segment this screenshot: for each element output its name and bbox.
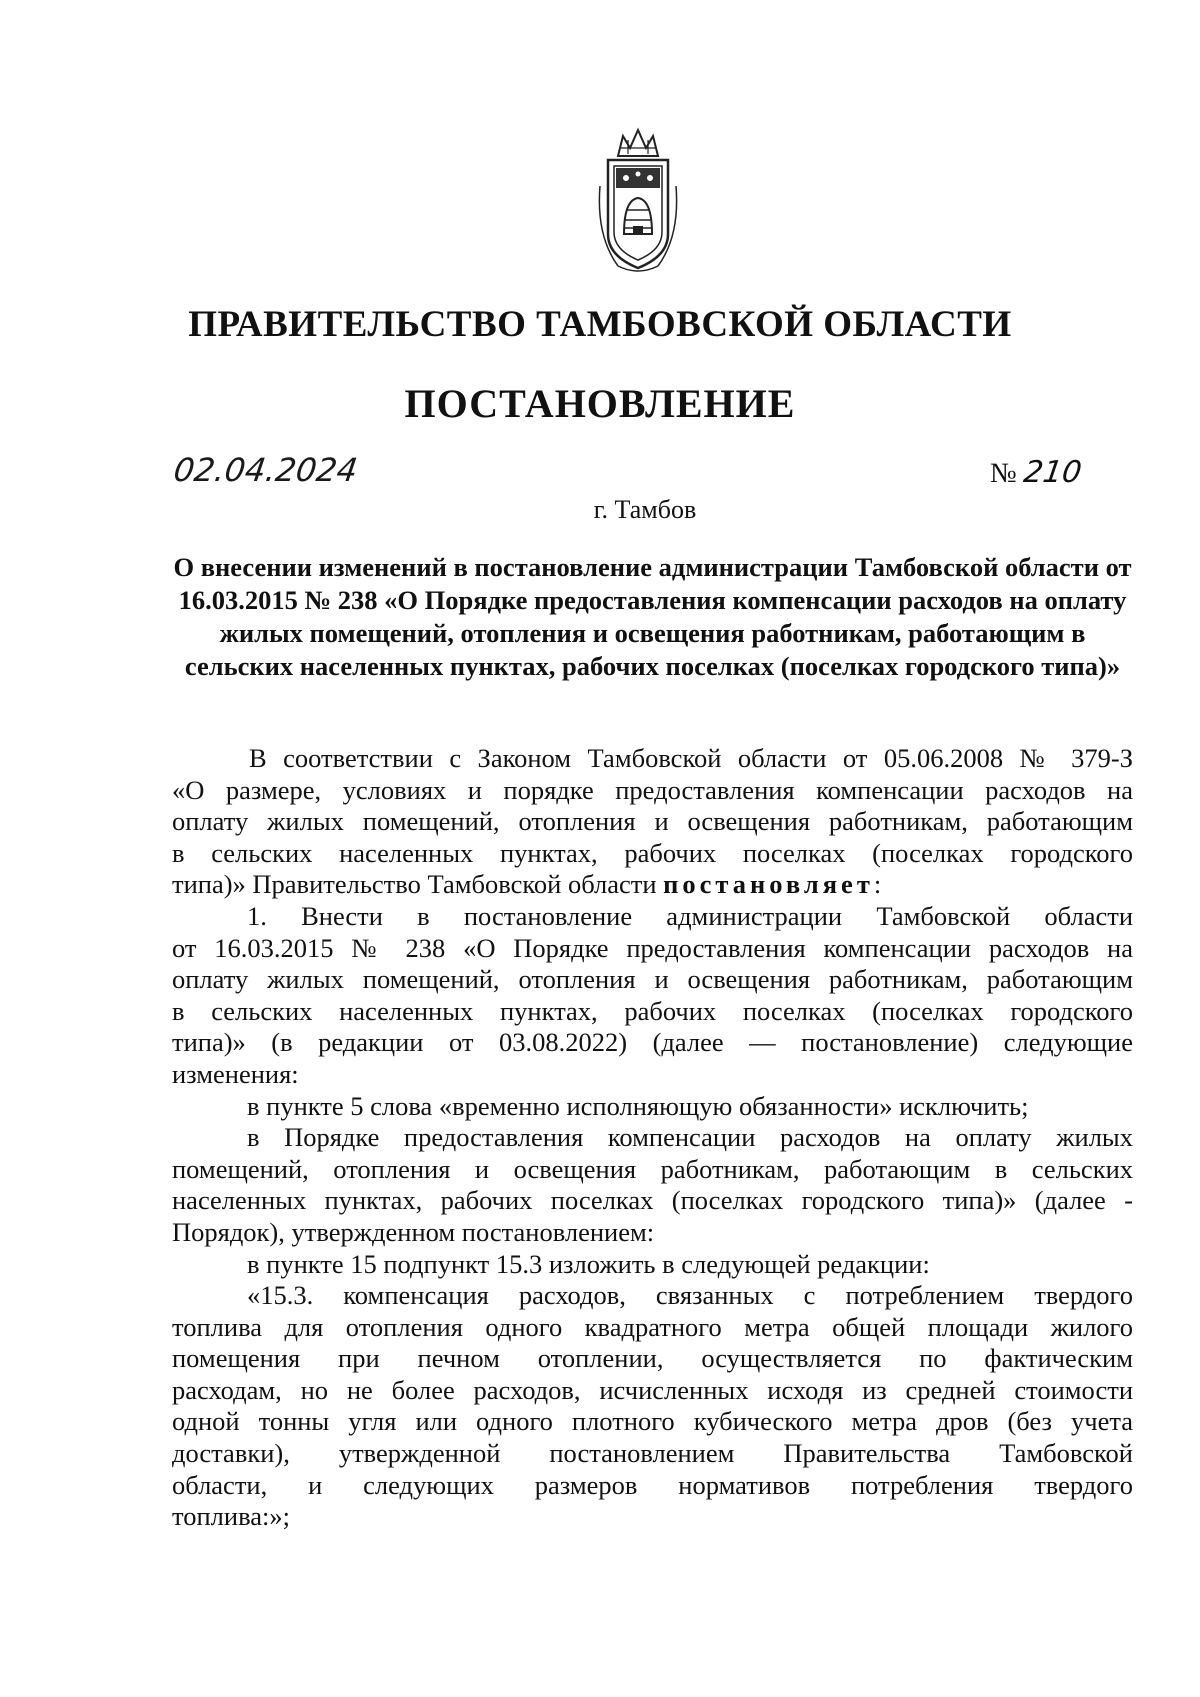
paragraph-line: 1. Внести в постановление администрации Тамбовской области — [247, 900, 1133, 931]
paragraph-line: топлива для отопления одного квадратного метра общей площади жилого — [172, 1311, 1133, 1342]
document-date: 02.04.2024 — [171, 451, 360, 489]
paragraph-line: оплату жилых помещений, отопления и освещения работникам, работающим — [172, 806, 1133, 837]
paragraph-line: в сельских населенных пунктах, рабочих поселках (поселках городского — [172, 837, 1133, 868]
paragraph-line: помещения при печном отоплении, осуществляется по фактическим — [172, 1343, 1133, 1374]
paragraph-line: «О размере, условиях и порядке предоставления компенсации расходов на — [172, 774, 1133, 805]
number-sign: № — [990, 458, 1017, 489]
organization-title: ПРАВИТЕЛЬСТВО ТАМБОВСКОЙ ОБЛАСТИ — [188, 304, 1012, 345]
paragraph-line: оплату жилых помещений, отопления и освещения работникам, работающим — [172, 964, 1133, 995]
paragraph-line: населенных пунктах, рабочих поселках (поселках городского типа)» (далее - — [172, 1185, 1133, 1216]
paragraph-line: в пункте 5 слова «временно исполняющую обязанности» исключить; — [247, 1090, 1029, 1121]
paragraph-line: в сельских населенных пунктах, рабочих поселках (поселках городского — [172, 995, 1133, 1026]
document-number — [990, 455, 1084, 490]
paragraph-line: в пункте 15 подпункт 15.3 изложить в следующей редакции: — [247, 1248, 930, 1279]
resolution-colon: : — [873, 869, 882, 900]
paragraph-line: типа)» (в редакции от 03.08.2022) (далее — постановление) следующие — [172, 1027, 1133, 1058]
paragraph-line: одной тонны угля или одного плотного кубического метра дров (без учета — [172, 1406, 1133, 1437]
number-value: 210 — [1021, 455, 1084, 490]
paragraph-line: изменения: — [172, 1058, 299, 1089]
resolution-text: типа)» Правительство Тамбовской области — [172, 869, 657, 900]
document-body — [172, 743, 1133, 1533]
paragraph-line — [172, 869, 1133, 901]
resolution-keyword: постановляет — [663, 869, 874, 900]
document-subject: О внесении изменений в постановление администрации Тамбовской области от 16.03.2015 № 238 «О Порядке предоставления компенсации расходов на оплату жилых помещений, отопления и освещения работникам, работающим в сельских населенных пунктах, рабочих поселках (поселках городского типа)» — [173, 552, 1132, 681]
paragraph-line: в Порядке предоставления компенсации расходов на оплату жилых — [247, 1122, 1133, 1153]
document-city: г. Тамбов — [593, 495, 697, 524]
coat-of-arms-emblem — [588, 126, 688, 276]
paragraph-line: от 16.03.2015 № 238 «О Порядке предоставления компенсации расходов на — [172, 932, 1133, 963]
document-type-title: ПОСТАНОВЛЕНИЕ — [404, 381, 796, 426]
paragraph-line: «15.3. компенсация расходов, связанных с потреблением твердого — [247, 1280, 1133, 1311]
paragraph-line: области, и следующих размеров нормативов потребления твердого — [172, 1469, 1133, 1500]
paragraph-line: топлива:»; — [172, 1501, 290, 1532]
paragraph-line: Порядок), утвержденном постановлением: — [172, 1216, 655, 1247]
paragraph-line: В соответствии с Законом Тамбовской области от 05.06.2008 № 379-З — [249, 743, 1133, 773]
paragraph-line: доставки), утвержденной постановлением Правительства Тамбовской — [172, 1438, 1133, 1469]
paragraph-line: расходам, но не более расходов, исчисленных исходя из средней стоимости — [172, 1374, 1133, 1405]
paragraph-line: помещений, отопления и освещения работникам, работающим в сельских — [172, 1153, 1133, 1184]
